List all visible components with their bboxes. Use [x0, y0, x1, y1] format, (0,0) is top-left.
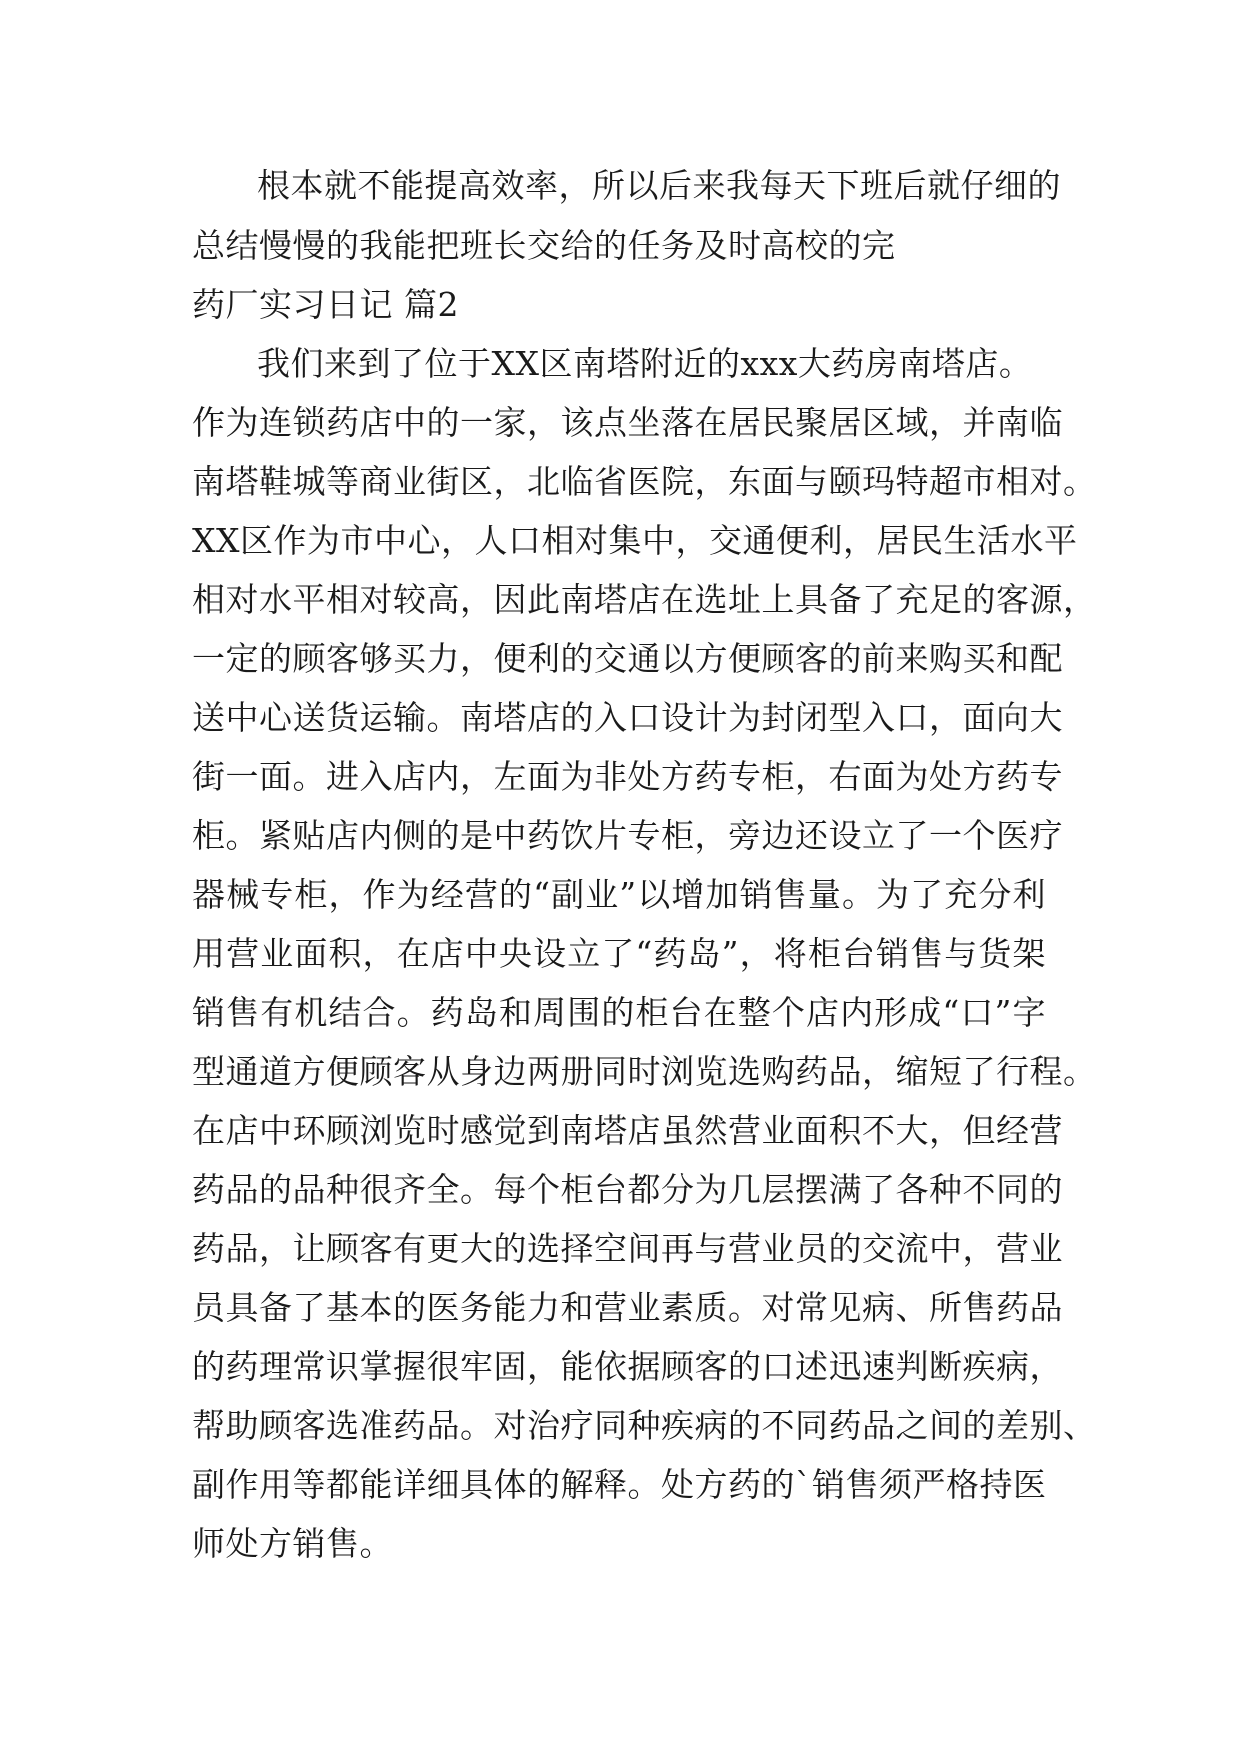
paragraph-line-17: 员具备了基本的医务能力和营业素质。对常见病、所售药品 [192, 1288, 1063, 1327]
paragraph-line-16: 药品，让顾客有更大的选择空间再与营业员的交流中，营业 [192, 1229, 1063, 1268]
paragraph-line-19: 帮助顾客选准药品。对治疗同种疾病的不同药品之间的差别、 [192, 1406, 1097, 1445]
paragraph-line-11: 用营业面积，在店中央设立了“药岛”，将柜台销售与货架 [192, 934, 1046, 973]
continuation-line-1: 根本就不能提高效率，所以后来我每天下班后就仔细的 [257, 166, 1061, 205]
paragraph-line-4: XX区作为市中心，人口相对集中，交通便利，居民生活水平 [192, 521, 1078, 560]
paragraph-line-13: 型通道方便顾客从身边两册同时浏览选购药品，缩短了行程。 [192, 1052, 1097, 1091]
paragraph-line-10: 器械专柜，作为经营的“副业”以增加销售量。为了充分利 [192, 875, 1046, 914]
paragraph-line-1: 我们来到了位于XX区南塔附近的xxx大药房南塔店。 [257, 344, 1033, 383]
paragraph-line-20: 副作用等都能详细具体的解释。处方药的`销售须严格持医 [192, 1465, 1047, 1504]
paragraph-line-9: 柜。紧贴店内侧的是中药饮片专柜，旁边还设立了一个医疗 [192, 816, 1063, 855]
paragraph-line-8: 街一面。进入店内，左面为非处方药专柜，右面为处方药专 [192, 757, 1063, 796]
paragraph-line-15: 药品的品种很齐全。每个柜台都分为几层摆满了各种不同的 [192, 1170, 1063, 1209]
paragraph-line-3: 南塔鞋城等商业街区，北临省医院，东面与颐玛特超市相对。 [192, 462, 1097, 501]
paragraph-line-14: 在店中环顾浏览时感觉到南塔店虽然营业面积不大，但经营 [192, 1111, 1063, 1150]
section-heading: 药厂实习日记 篇2 [192, 285, 459, 324]
continuation-line-2: 总结慢慢的我能把班长交给的任务及时高校的完 [192, 226, 896, 265]
paragraph-line-12: 销售有机结合。药岛和周围的柜台在整个店内形成“口”字 [192, 993, 1046, 1032]
paragraph-line-7: 送中心送货运输。南塔店的入口设计为封闭型入口，面向大 [192, 698, 1063, 737]
paragraph-line-21: 师处方销售。 [192, 1524, 393, 1563]
paragraph-line-6: 一定的顾客够买力，便利的交通以方便顾客的前来购买和配 [192, 639, 1063, 678]
paragraph-line-5: 相对水平相对较高，因此南塔店在选址上具备了充足的客源， [192, 580, 1097, 619]
paragraph-line-18: 的药理常识掌握很牢固，能依据顾客的口述迅速判断疾病， [192, 1347, 1063, 1386]
paragraph-line-2: 作为连锁药店中的一家，该点坐落在居民聚居区域，并南临 [192, 403, 1063, 442]
